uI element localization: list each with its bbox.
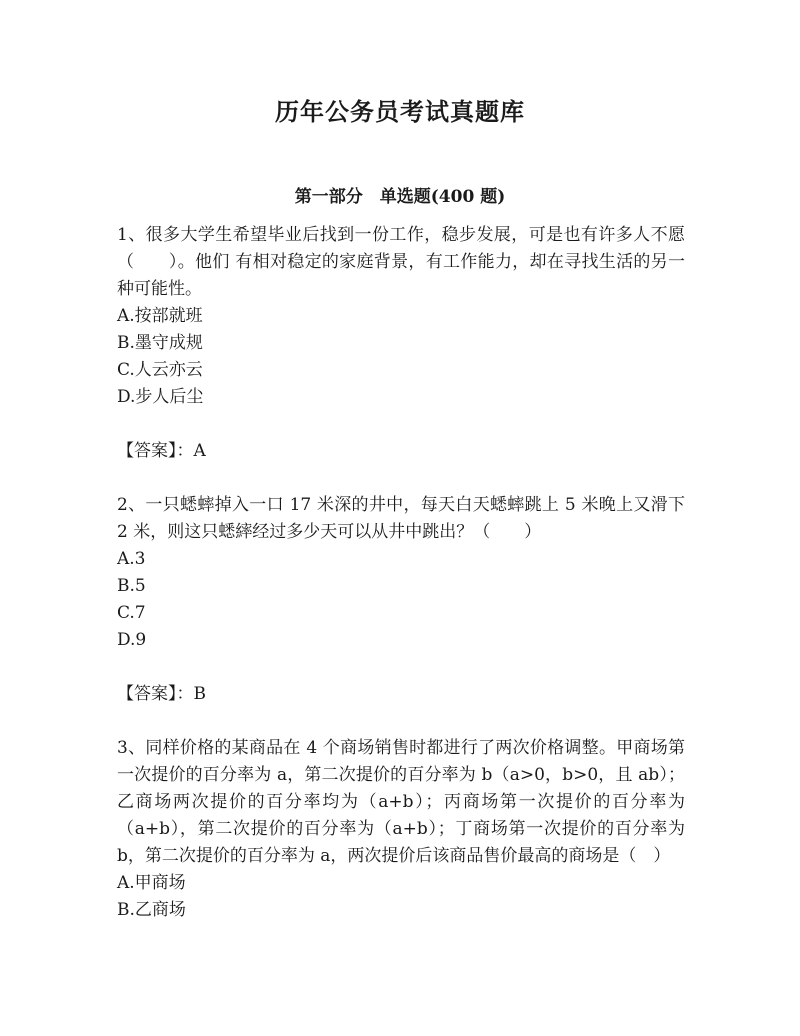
option-b: B.墨守成规 xyxy=(117,333,203,353)
option-a: A.3 xyxy=(117,549,146,569)
question-block xyxy=(117,222,685,465)
answer-line xyxy=(117,438,685,465)
question-text: 2、一只蟋蟀掉入一口 17 米深的井中，每天白天蟋蟀跳上 5 米晚上又滑下 2 米，则这只蟋繂经过多少天可以从井中跳出？（ ） xyxy=(117,495,685,542)
spacer xyxy=(117,708,685,735)
option-c: C.人云亦云 xyxy=(117,360,203,380)
spacer xyxy=(117,465,685,492)
answer-value: A xyxy=(193,441,206,461)
option-a: A.按部就班 xyxy=(117,306,203,326)
answer-label: 【答案】： xyxy=(117,684,194,704)
document-title: 历年公务员考试真题库 xyxy=(275,97,525,126)
option-c: C.7 xyxy=(117,603,146,623)
option-d: D.步人后尘 xyxy=(117,387,204,407)
question-block xyxy=(117,492,685,708)
section-heading: 第一部分 单选题(400 题) xyxy=(294,187,506,207)
answer-line xyxy=(117,681,685,708)
option-b: B.5 xyxy=(117,576,146,596)
question-text: 3、同样价格的某商品在 4 个商场销售时都进行了两次价格调整。甲商场第一次提价的百分率为 a，第二次提价的百分率为 b（a>0，b>0，且 ab）；乙商场两次提价的百分率均为（a+b）；丙商场第一次提价的百分率为（a+b），第二次提价的百分率为（a+b）；丁商场第一次提价的百分率为 b，第二次提价的百分率为 a，两次提价后该商品售价最高的商场是（ ） xyxy=(117,738,685,866)
answer-value: B xyxy=(193,684,206,704)
answer-label: 【答案】： xyxy=(117,441,194,461)
option-a: A.甲商场 xyxy=(117,873,186,893)
option-b: B.乙商场 xyxy=(117,900,186,920)
option-d: D.9 xyxy=(117,630,147,650)
question-list xyxy=(117,222,685,924)
question-text: 1、很多大学生希望毕业后找到一份工作，稳步发展，可是也有许多人不愿（ ）。他们 有相对稳定的家庭背景，有工作能力，却在寻找生活的另一种可能性。 xyxy=(117,225,685,299)
question-block xyxy=(117,735,685,924)
